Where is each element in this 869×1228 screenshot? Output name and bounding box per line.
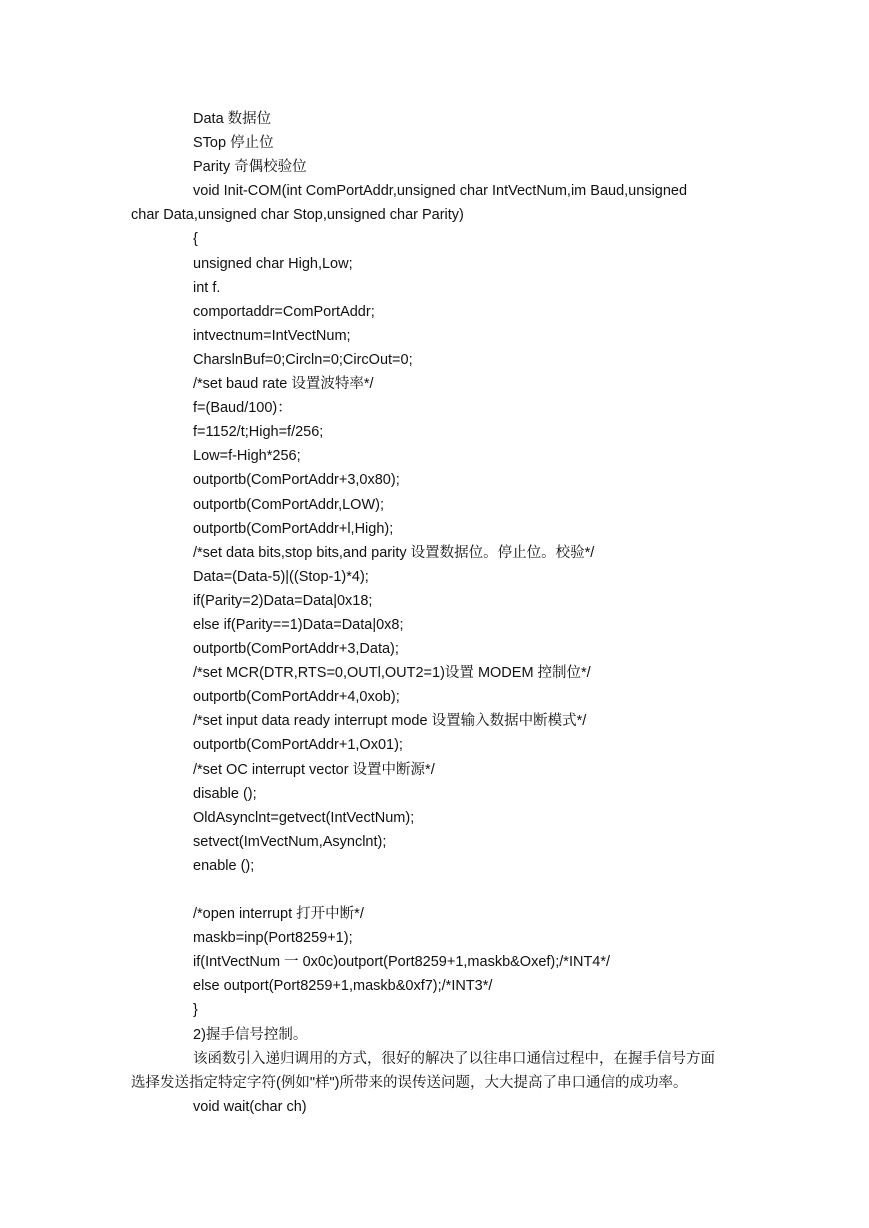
text-line: Data=(Data-5)|((Stop-1)*4); bbox=[193, 568, 369, 585]
text-line: f=(Baud/100)： bbox=[193, 400, 292, 417]
text-line: CharslnBuf=0;Circln=0;CircOut=0; bbox=[193, 351, 413, 368]
blank-line bbox=[131, 878, 751, 902]
text-line: /*open interrupt 打开中断*/ bbox=[193, 906, 364, 923]
text-line: Low=f-High*256; bbox=[193, 448, 301, 465]
text-line: /*set MCR(DTR,RTS=0,OUTl,OUT2=1)设置 MODEM 控制位*/ bbox=[193, 665, 591, 682]
text-line: 2)握手信号控制。 bbox=[193, 1026, 308, 1043]
text-line: int f. bbox=[193, 279, 221, 296]
document-body bbox=[131, 107, 751, 1119]
text-line: 选择发送指定特定字符(例如"样")所带来的误传送问题，大大提高了串口通信的成功率。 bbox=[131, 1074, 688, 1091]
text-line: /*set OC interrupt vector 设置中断源*/ bbox=[193, 761, 435, 778]
text-line: char Data,unsigned char Stop,unsigned char Parity) bbox=[131, 207, 464, 224]
text-line: outportb(ComPortAddr+3,0x80); bbox=[193, 472, 400, 489]
text-line: f=1152/t;High=f/256; bbox=[193, 424, 324, 441]
text-line: { bbox=[193, 231, 198, 248]
text-line: Data 数据位 bbox=[193, 111, 272, 127]
text-line: void Init-COM(int ComPortAddr,unsigned char IntVectNum,im Baud,unsigned bbox=[193, 183, 688, 200]
text-line: /*set input data ready interrupt mode 设置输入数据中断模式*/ bbox=[193, 713, 587, 730]
text-line: outportb(ComPortAddr,LOW); bbox=[193, 496, 384, 513]
text-line: else if(Parity==1)Data=Data|0x8; bbox=[193, 616, 404, 633]
text-line: /*set baud rate 设置波特率*/ bbox=[193, 376, 374, 393]
text-line: outportb(ComPortAddr+4,0xob); bbox=[193, 689, 400, 706]
text-line: intvectnum=IntVectNum; bbox=[193, 327, 351, 344]
text-line: unsigned char High,Low; bbox=[193, 255, 353, 272]
text-line: if(Parity=2)Data=Data|0x18; bbox=[193, 592, 373, 609]
text-line: outportb(ComPortAddr+3,Data); bbox=[193, 641, 399, 658]
text-line: OldAsynclnt=getvect(IntVectNum); bbox=[193, 809, 415, 826]
text-line: Parity 奇偶校验位 bbox=[193, 159, 307, 176]
text-line: } bbox=[193, 1002, 198, 1019]
text-line: if(IntVectNum 一 0x0c)outport(Port8259+1,maskb&Oxef);/*INT4*/ bbox=[193, 954, 611, 971]
text-line: void wait(char ch) bbox=[193, 1098, 307, 1115]
text-line: outportb(ComPortAddr+l,High); bbox=[193, 520, 394, 537]
text-line: disable (); bbox=[193, 785, 257, 802]
text-line: /*set data bits,stop bits,and parity 设置数据位。停止位。校验*/ bbox=[193, 544, 595, 561]
text-line: 该函数引入递归调用的方式，很好的解决了以往串口通信过程中，在握手信号方面 bbox=[193, 1050, 715, 1067]
text-line: outportb(ComPortAddr+1,Ox01); bbox=[193, 737, 403, 754]
text-line: STop 停止位 bbox=[193, 135, 274, 152]
text-line: setvect(ImVectNum,Asynclnt); bbox=[193, 833, 387, 850]
text-line: enable (); bbox=[193, 857, 255, 874]
text-line: maskb=inp(Port8259+1); bbox=[193, 930, 353, 947]
text-line: comportaddr=ComPortAddr; bbox=[193, 303, 375, 320]
text-line: else outport(Port8259+1,maskb&0xf7);/*INT3*/ bbox=[193, 978, 493, 995]
